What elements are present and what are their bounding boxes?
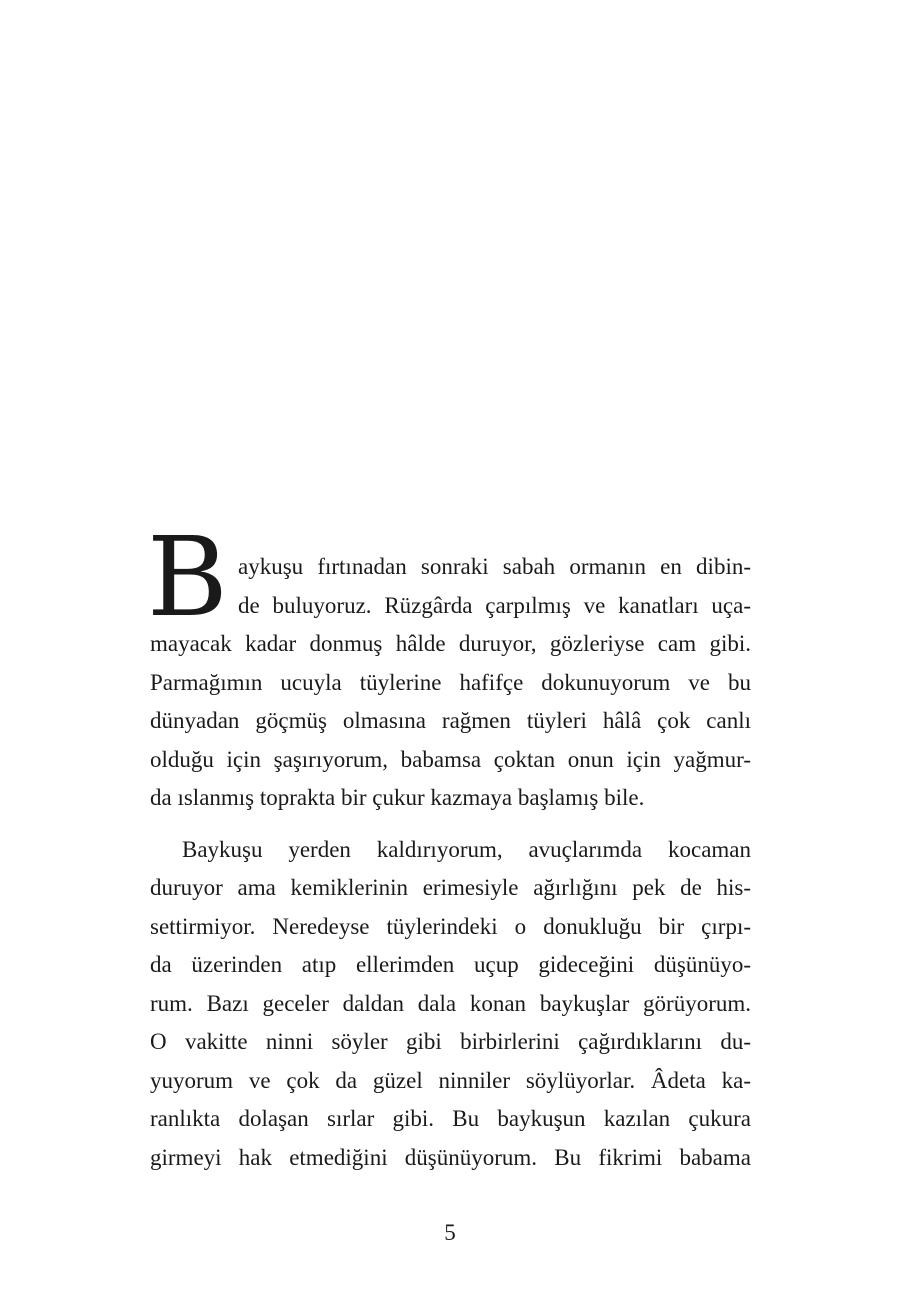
text-line: olduğu için şaşırıyorum, babamsa çoktan onun için yağmur- (150, 746, 751, 772)
text-line: da ıslanmış toprakta bir çukur kazmaya başlamış bile. (150, 785, 645, 810)
text-line: Baykuşu yerden kaldırıyorum, avuçlarımda kocaman (182, 836, 751, 862)
paragraph-2 (150, 831, 751, 1178)
text-line: girmeyi hak etmediğini düşünüyorum. Bu fikrimi babama (150, 1144, 751, 1170)
paragraph-1 (147, 513, 751, 818)
text-line: duruyor ama kemiklerinin erimesiyle ağırlığını pek de his- (150, 875, 751, 900)
text-line: Parmağımın ucuyla tüylerine hafifçe dokunuyorum ve bu (150, 669, 751, 695)
text-line: da üzerinden atıp ellerimden uçup gideceğini düşünüyo- (150, 952, 751, 977)
body-text (147, 513, 751, 1177)
text-line: O vakitte ninni söyler gibi birbirlerini çağırdıklarını du- (150, 1029, 751, 1054)
text-line: ranlıkta dolaşan sırlar gibi. Bu baykuşun kazılan çukura (150, 1106, 751, 1131)
text-line: yuyorum ve çok da güzel ninniler söylüyorlar. Âdeta ka- (150, 1067, 751, 1093)
page-number: 5 (444, 1220, 456, 1245)
text-line: de buluyoruz. Rüzgârda çarpılmış ve kanatları uça- (238, 592, 751, 618)
drop-cap: B (147, 513, 228, 641)
text-line: rum. Bazı geceler daldan dala konan baykuşlar görüyorum. (150, 990, 751, 1016)
text-line: mayacak kadar donmuş hâlde duruyor, gözleriyse cam gibi. (150, 631, 751, 656)
text-line: settirmiyor. Neredeyse tüylerindeki o donukluğu bir çırpı- (150, 913, 751, 939)
text-line: aykuşu fırtınadan sonraki sabah ormanın en dibin- (238, 554, 751, 579)
text-line: dünyadan göçmüş olmasına rağmen tüyleri hâlâ çok canlı (150, 708, 751, 733)
